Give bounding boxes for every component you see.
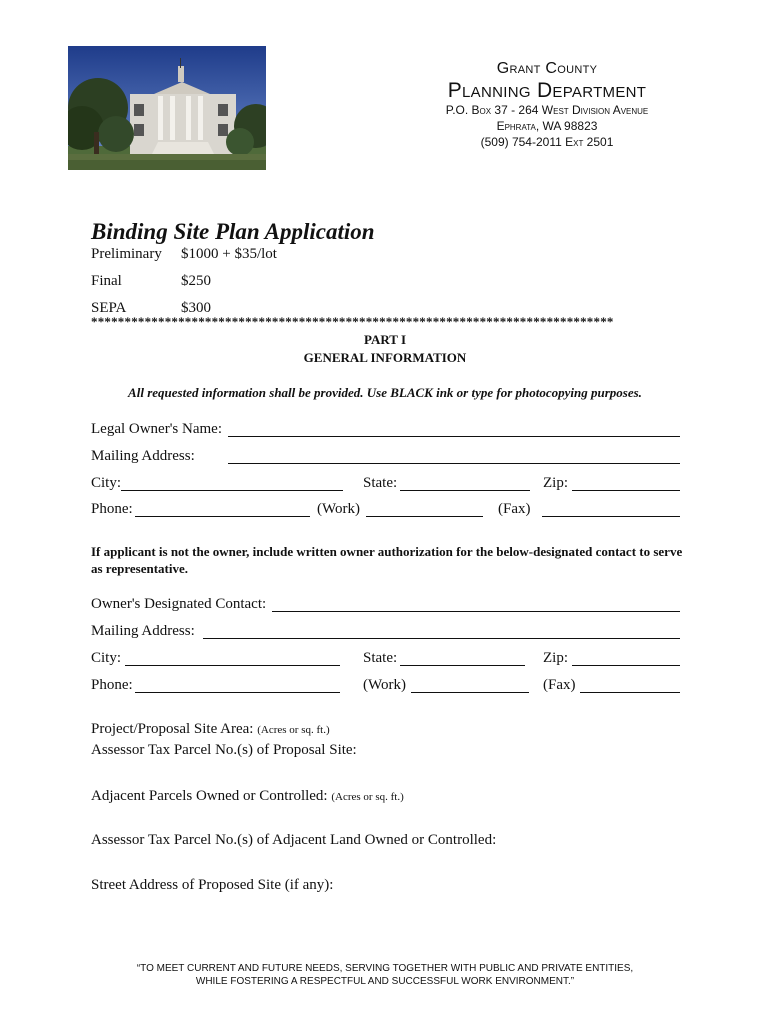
legal-owner-label: Legal Owner's Name:	[91, 421, 222, 437]
address-line-1: P.O. Box 37 - 264 West Division Avenue	[445, 103, 649, 117]
contact-mailing-field[interactable]	[203, 638, 680, 639]
owner-phone-label: Phone:	[91, 501, 133, 517]
contact-zip-field[interactable]	[572, 665, 680, 666]
fee-value-final: $250	[181, 273, 211, 289]
fee-value-sepa: $300	[181, 300, 211, 316]
adjacent-label: Adjacent Parcels Owned or Controlled:	[91, 788, 328, 804]
contact-phone-field[interactable]	[135, 692, 340, 693]
representative-note: If applicant is not the owner, include written owner authorization for the below-designated contact to serve as representative.	[91, 544, 683, 576]
contact-label: Owner's Designated Contact:	[91, 596, 267, 612]
contact-mailing-label: Mailing Address:	[91, 623, 195, 639]
owner-work-label: (Work)	[317, 501, 360, 517]
site-parcel-label: Assessor Tax Parcel No.(s) of Proposal Site:	[91, 742, 357, 758]
owner-city-label: City:	[91, 475, 122, 491]
owner-state-field[interactable]	[400, 490, 530, 491]
owner-mailing-field[interactable]	[228, 463, 680, 464]
site-area-label: Project/Proposal Site Area:	[91, 721, 254, 737]
instructions-notice: All requested information shall be provided. Use BLACK ink or type for photocopying purposes.	[128, 385, 642, 400]
owner-fax-field[interactable]	[542, 516, 680, 517]
contact-city-label: City:	[91, 650, 122, 666]
fee-label-final: Final	[91, 273, 122, 289]
motto-line-2: WHILE FOSTERING A RESPECTFUL AND SUCCESSFUL WORK ENVIRONMENT.”	[195, 976, 575, 987]
courthouse-photo	[68, 46, 266, 170]
contact-city-field[interactable]	[125, 665, 340, 666]
contact-phone-label: Phone:	[91, 677, 133, 693]
owner-zip-field[interactable]	[572, 490, 680, 491]
owner-city-field[interactable]	[121, 490, 343, 491]
address-line-2: Ephrata, WA 98823	[496, 119, 598, 133]
fee-value-preliminary: $1000 + $35/lot	[181, 246, 277, 262]
department-motto	[0, 962, 770, 988]
legal-owner-field[interactable]	[228, 436, 680, 437]
motto-line-1: “TO MEET CURRENT AND FUTURE NEEDS, SERVING TOGETHER WITH PUBLIC AND PRIVATE ENTITIES,	[136, 963, 634, 974]
document-title: Binding Site Plan Application	[91, 219, 375, 244]
adjacent-parcel-label: Assessor Tax Parcel No.(s) of Adjacent Land Owned or Controlled:	[91, 832, 497, 848]
section-heading: GENERAL INFORMATION	[303, 350, 467, 365]
fee-label-preliminary: Preliminary	[91, 246, 162, 262]
fee-label-sepa: SEPA	[91, 300, 127, 316]
contact-field[interactable]	[272, 611, 680, 612]
part-heading: PART I	[363, 332, 407, 347]
contact-fax-field[interactable]	[580, 692, 680, 693]
contact-state-field[interactable]	[400, 665, 525, 666]
contact-work-field[interactable]	[411, 692, 529, 693]
site-area-row	[91, 721, 330, 738]
contact-state-label: State:	[363, 650, 398, 666]
department-name: Planning Department	[447, 79, 647, 102]
owner-state-label: State:	[363, 475, 398, 491]
county-name: Grant County	[496, 60, 598, 77]
owner-mailing-label: Mailing Address:	[91, 448, 195, 464]
owner-zip-label: Zip:	[543, 475, 568, 491]
contact-fax-label: (Fax)	[543, 677, 576, 693]
contact-work-label: (Work)	[363, 677, 406, 693]
contact-zip-label: Zip:	[543, 650, 568, 666]
owner-phone-field[interactable]	[135, 516, 310, 517]
street-address-label: Street Address of Proposed Site (if any):	[91, 877, 334, 893]
department-phone: (509) 754-2011 Ext 2501	[480, 135, 614, 149]
adjacent-row	[91, 788, 404, 805]
asterisk-separator: ******************************************************************************	[91, 314, 614, 329]
owner-work-field[interactable]	[366, 516, 483, 517]
site-area-unit: (Acres or sq. ft.)	[257, 724, 330, 736]
owner-fax-label: (Fax)	[498, 501, 531, 517]
adjacent-unit: (Acres or sq. ft.)	[331, 791, 404, 803]
